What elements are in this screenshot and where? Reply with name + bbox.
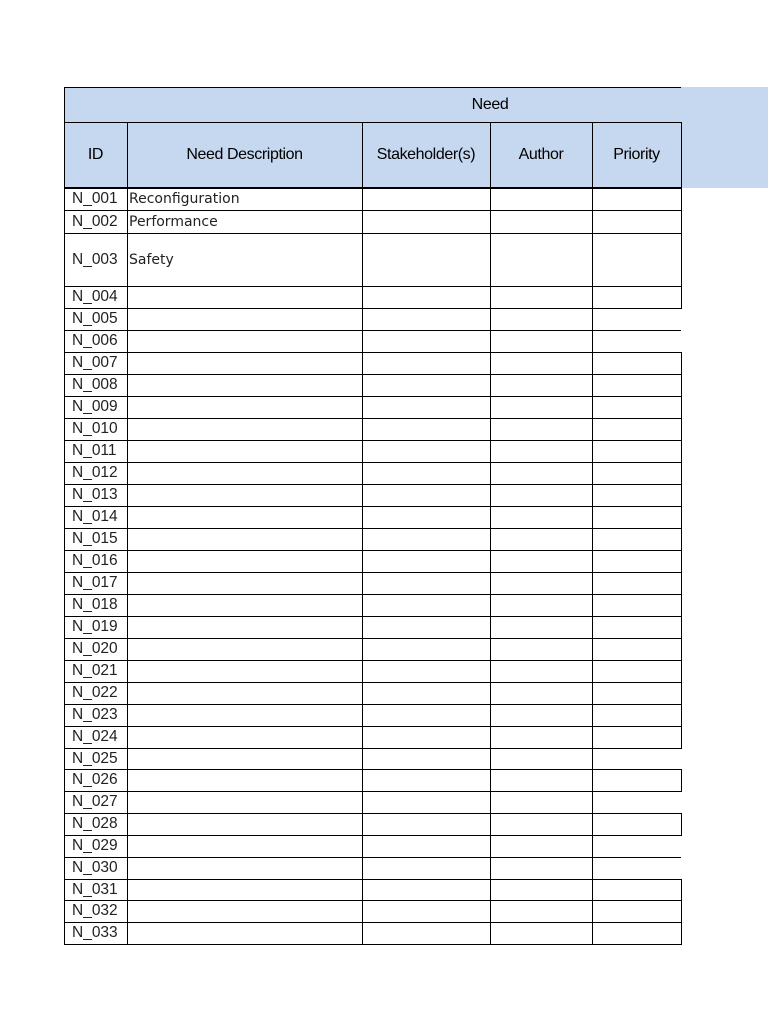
id-cell[interactable]: N_002 (72, 212, 118, 230)
grid-line-vertical (681, 550, 682, 573)
priority-cell[interactable] (593, 309, 681, 330)
grid-line-horizontal (64, 330, 681, 331)
stakeholders-cell[interactable] (363, 617, 490, 638)
id-cell[interactable]: N_020 (72, 640, 118, 657)
priority-cell[interactable] (593, 419, 681, 440)
id-cell[interactable]: N_010 (72, 420, 118, 437)
stakeholders-cell[interactable] (363, 639, 490, 660)
grid-line-vertical (681, 506, 682, 529)
grid-line-horizontal (64, 769, 681, 770)
grid-line-vertical (681, 352, 682, 375)
need-description-cell[interactable] (129, 396, 361, 418)
author-cell[interactable] (491, 749, 592, 769)
stakeholders-cell[interactable] (363, 705, 490, 726)
need-description-cell[interactable] (129, 813, 361, 835)
grid-line-horizontal (64, 813, 681, 814)
author-cell[interactable] (491, 309, 592, 330)
id-cell[interactable]: N_001 (72, 190, 118, 207)
id-cell[interactable]: N_017 (72, 574, 118, 591)
grid-line-horizontal (64, 572, 681, 573)
grid-line-horizontal (64, 726, 681, 727)
stakeholders-cell[interactable] (363, 419, 490, 440)
priority-cell[interactable] (593, 814, 681, 835)
grid-line-horizontal (64, 638, 681, 639)
grid-line-horizontal (64, 233, 681, 234)
stakeholders-cell[interactable] (363, 595, 490, 616)
grid-line-vertical (681, 462, 682, 485)
id-cell[interactable]: N_023 (72, 706, 118, 723)
author-cell[interactable] (491, 901, 592, 922)
author-cell[interactable] (491, 353, 592, 374)
grid-line-vertical (681, 922, 682, 945)
stakeholders-cell[interactable] (363, 331, 490, 352)
grid-line-horizontal (64, 704, 681, 705)
stakeholders-cell[interactable] (363, 353, 490, 374)
id-cell[interactable]: N_026 (72, 771, 118, 788)
need-description-cell[interactable] (129, 791, 361, 813)
author-cell[interactable] (491, 683, 592, 704)
need-description-cell[interactable] (129, 506, 361, 528)
priority-cell[interactable] (593, 234, 681, 286)
grid-line-vertical (64, 87, 65, 945)
id-cell[interactable]: N_013 (72, 486, 118, 503)
grid-line-horizontal (64, 682, 681, 683)
grid-line-vertical (681, 638, 682, 661)
need-description-cell[interactable] (129, 857, 361, 879)
priority-cell[interactable] (593, 287, 681, 308)
priority-cell[interactable] (593, 705, 681, 726)
stakeholders-cell[interactable] (363, 211, 490, 233)
grid-line-vertical (681, 704, 682, 727)
id-cell[interactable]: N_031 (72, 880, 118, 898)
priority-cell[interactable] (593, 661, 681, 682)
grid-line-vertical (681, 879, 682, 901)
grid-line-vertical (681, 660, 682, 683)
grid-line-horizontal (64, 616, 681, 617)
author-cell[interactable] (491, 463, 592, 484)
stakeholders-cell[interactable] (363, 770, 490, 791)
grid-line-horizontal (64, 857, 681, 858)
id-cell[interactable]: N_022 (72, 684, 118, 701)
grid-line-horizontal (64, 484, 681, 485)
grid-line-horizontal (64, 550, 681, 551)
priority-cell[interactable] (593, 507, 681, 528)
column-header-author: Author (518, 146, 564, 163)
grid-line-horizontal (64, 791, 681, 792)
need-description-cell[interactable] (129, 594, 361, 616)
need-description-cell[interactable] (129, 550, 361, 572)
stakeholders-cell[interactable] (363, 551, 490, 572)
grid-line-horizontal (64, 396, 681, 397)
priority-cell[interactable] (593, 353, 681, 374)
author-cell[interactable] (491, 287, 592, 308)
column-header-need-description: Need Description (186, 146, 303, 163)
author-cell[interactable] (491, 923, 592, 944)
need-description-cell[interactable] (129, 748, 361, 769)
grid-line-vertical (681, 374, 682, 397)
need-description-cell[interactable] (129, 374, 361, 396)
stakeholders-cell[interactable] (363, 463, 490, 484)
grid-line-horizontal (64, 506, 681, 507)
need-description-cell[interactable] (129, 352, 361, 374)
grid-line-vertical (681, 726, 682, 749)
author-cell[interactable] (491, 189, 592, 210)
grid-line-horizontal (64, 418, 681, 419)
priority-cell[interactable] (593, 770, 681, 791)
priority-cell[interactable] (593, 485, 681, 506)
priority-cell[interactable] (593, 441, 681, 462)
priority-cell[interactable] (593, 749, 681, 769)
author-cell[interactable] (491, 507, 592, 528)
id-cell[interactable]: N_007 (72, 354, 118, 371)
id-cell[interactable]: N_028 (72, 815, 118, 832)
author-cell[interactable] (491, 705, 592, 726)
need-description-cell[interactable] (129, 682, 361, 704)
id-cell[interactable]: N_014 (72, 508, 118, 525)
id-cell[interactable]: N_003 (72, 250, 118, 268)
grid-line-horizontal (64, 87, 681, 88)
grid-line-vertical (681, 616, 682, 639)
priority-cell[interactable] (593, 189, 681, 210)
grid-line-horizontal (64, 594, 681, 595)
grid-line-vertical (681, 122, 682, 188)
id-cell[interactable]: N_019 (72, 618, 118, 635)
grid-line-vertical (681, 396, 682, 419)
need-description-cell[interactable]: Performance (129, 213, 218, 230)
need-description-cell[interactable] (129, 638, 361, 660)
grid-line-horizontal (64, 922, 681, 923)
author-cell[interactable] (491, 211, 592, 233)
stakeholders-cell[interactable] (363, 529, 490, 550)
author-cell[interactable] (491, 529, 592, 550)
grid-line-horizontal (64, 462, 681, 463)
need-description-cell[interactable] (129, 835, 361, 857)
stakeholders-cell[interactable] (363, 661, 490, 682)
id-cell[interactable]: N_027 (72, 793, 118, 810)
priority-cell[interactable] (593, 595, 681, 616)
grid-line-horizontal (64, 122, 682, 123)
author-cell[interactable] (491, 485, 592, 506)
stakeholders-cell[interactable] (363, 814, 490, 835)
need-description-cell[interactable] (129, 616, 361, 638)
grid-line-horizontal (64, 944, 681, 945)
need-description-cell[interactable] (129, 418, 361, 440)
grid-line-vertical (681, 594, 682, 617)
id-cell[interactable]: N_015 (72, 530, 118, 547)
author-cell[interactable] (491, 595, 592, 616)
priority-cell[interactable] (593, 551, 681, 572)
author-cell[interactable] (491, 661, 592, 682)
grid-line-horizontal (64, 308, 681, 309)
priority-cell[interactable] (593, 727, 681, 748)
need-description-cell[interactable] (129, 528, 361, 550)
id-cell[interactable]: N_012 (72, 464, 118, 481)
author-cell[interactable] (491, 617, 592, 638)
grid-line-horizontal (64, 900, 681, 901)
id-cell[interactable]: N_008 (72, 376, 118, 393)
stakeholders-cell[interactable] (363, 485, 490, 506)
stakeholders-cell[interactable] (363, 858, 490, 879)
priority-cell[interactable] (593, 792, 681, 813)
grid-line-horizontal (64, 187, 682, 189)
id-cell[interactable]: N_024 (72, 728, 118, 745)
grid-line-horizontal (64, 286, 681, 287)
grid-line-vertical (681, 233, 682, 287)
id-cell[interactable]: N_025 (72, 749, 118, 767)
id-cell[interactable]: N_016 (72, 552, 118, 569)
grid-line-vertical (681, 900, 682, 923)
need-description-cell[interactable] (129, 922, 361, 944)
author-cell[interactable] (491, 419, 592, 440)
id-cell[interactable]: N_018 (72, 596, 118, 613)
column-header-priority: Priority (613, 146, 660, 163)
grid-line-horizontal (64, 352, 681, 353)
grid-line-horizontal (64, 440, 681, 441)
grid-line-vertical (681, 440, 682, 463)
grid-line-vertical (681, 418, 682, 441)
stakeholders-cell[interactable] (363, 375, 490, 396)
stakeholders-cell[interactable] (363, 749, 490, 769)
grid-line-vertical (681, 769, 682, 792)
stakeholders-cell[interactable] (363, 397, 490, 418)
grid-line-vertical (681, 682, 682, 705)
grid-line-vertical (681, 528, 682, 551)
stakeholders-cell[interactable] (363, 792, 490, 813)
stakeholders-cell[interactable] (363, 234, 490, 286)
grid-line-horizontal (64, 210, 681, 211)
author-cell[interactable] (491, 639, 592, 660)
column-header-stakeholders: Stakeholder(s) (376, 146, 476, 163)
need-description-cell[interactable]: Safety (129, 251, 174, 268)
id-cell[interactable]: N_006 (72, 332, 118, 349)
id-cell[interactable]: N_030 (72, 859, 118, 876)
priority-cell[interactable] (593, 397, 681, 418)
author-cell[interactable] (491, 770, 592, 791)
grid-line-vertical (681, 210, 682, 234)
need-description-cell[interactable] (129, 660, 361, 682)
priority-cell[interactable] (593, 683, 681, 704)
need-description-cell[interactable] (129, 286, 361, 308)
priority-cell[interactable] (593, 211, 681, 233)
need-description-cell[interactable] (129, 330, 361, 352)
author-cell[interactable] (491, 551, 592, 572)
stakeholders-cell[interactable] (363, 923, 490, 944)
priority-cell[interactable] (593, 858, 681, 879)
priority-cell[interactable] (593, 901, 681, 922)
author-cell[interactable] (491, 397, 592, 418)
author-cell[interactable] (491, 234, 592, 286)
stakeholders-cell[interactable] (363, 727, 490, 748)
grid-line-vertical (681, 286, 682, 309)
author-cell[interactable] (491, 331, 592, 352)
id-cell[interactable]: N_011 (72, 442, 117, 459)
priority-cell[interactable] (593, 573, 681, 594)
need-description-cell[interactable] (129, 879, 361, 900)
priority-cell[interactable] (593, 639, 681, 660)
id-cell[interactable]: N_021 (72, 662, 118, 679)
priority-cell[interactable] (593, 617, 681, 638)
grid-line-vertical (681, 813, 682, 836)
grid-line-horizontal (64, 835, 681, 836)
stakeholders-cell[interactable] (363, 901, 490, 922)
priority-cell[interactable] (593, 836, 681, 857)
grid-line-vertical (681, 572, 682, 595)
grid-line-horizontal (64, 528, 681, 529)
grid-line-vertical (490, 122, 491, 945)
author-cell[interactable] (491, 573, 592, 594)
priority-cell[interactable] (593, 463, 681, 484)
id-cell[interactable]: N_004 (72, 288, 118, 305)
need-description-cell[interactable] (129, 704, 361, 726)
stakeholders-cell[interactable] (363, 189, 490, 210)
stakeholders-cell[interactable] (363, 880, 490, 900)
priority-cell[interactable] (593, 331, 681, 352)
grid-line-horizontal (64, 879, 681, 880)
header-background-extension (681, 87, 768, 188)
grid-line-horizontal (64, 660, 681, 661)
priority-cell[interactable] (593, 375, 681, 396)
author-cell[interactable] (491, 441, 592, 462)
author-cell[interactable] (491, 836, 592, 857)
stakeholders-cell[interactable] (363, 287, 490, 308)
need-description-cell[interactable] (129, 572, 361, 594)
stakeholders-cell[interactable] (363, 309, 490, 330)
priority-cell[interactable] (593, 923, 681, 944)
need-description-cell[interactable] (129, 769, 361, 791)
id-cell[interactable]: N_005 (72, 310, 118, 327)
grid-line-vertical (681, 484, 682, 507)
need-description-cell[interactable] (129, 440, 361, 462)
need-description-cell[interactable] (129, 462, 361, 484)
grid-line-vertical (362, 122, 363, 945)
stakeholders-cell[interactable] (363, 836, 490, 857)
id-cell[interactable]: N_032 (72, 902, 118, 919)
author-cell[interactable] (491, 792, 592, 813)
group-header-need: Need (471, 95, 509, 113)
grid-line-horizontal (64, 374, 681, 375)
author-cell[interactable] (491, 880, 592, 900)
column-header-id: ID (87, 146, 104, 163)
need-description-cell[interactable] (129, 726, 361, 748)
stakeholders-cell[interactable] (363, 507, 490, 528)
author-cell[interactable] (491, 814, 592, 835)
grid-line-vertical (592, 122, 593, 945)
priority-cell[interactable] (593, 880, 681, 900)
grid-line-vertical (127, 122, 128, 945)
author-cell[interactable] (491, 727, 592, 748)
need-description-cell[interactable] (129, 308, 361, 330)
need-description-cell[interactable] (129, 900, 361, 922)
need-description-cell[interactable]: Reconfiguration (129, 191, 240, 207)
need-description-cell[interactable] (129, 484, 361, 506)
id-cell[interactable]: N_033 (72, 924, 118, 941)
author-cell[interactable] (491, 375, 592, 396)
stakeholders-cell[interactable] (363, 683, 490, 704)
id-cell[interactable]: N_029 (72, 837, 118, 854)
author-cell[interactable] (491, 858, 592, 879)
priority-cell[interactable] (593, 529, 681, 550)
stakeholders-cell[interactable] (363, 573, 490, 594)
grid-line-vertical (681, 188, 682, 211)
grid-line-horizontal (64, 748, 681, 749)
stakeholders-cell[interactable] (363, 441, 490, 462)
id-cell[interactable]: N_009 (72, 398, 118, 415)
